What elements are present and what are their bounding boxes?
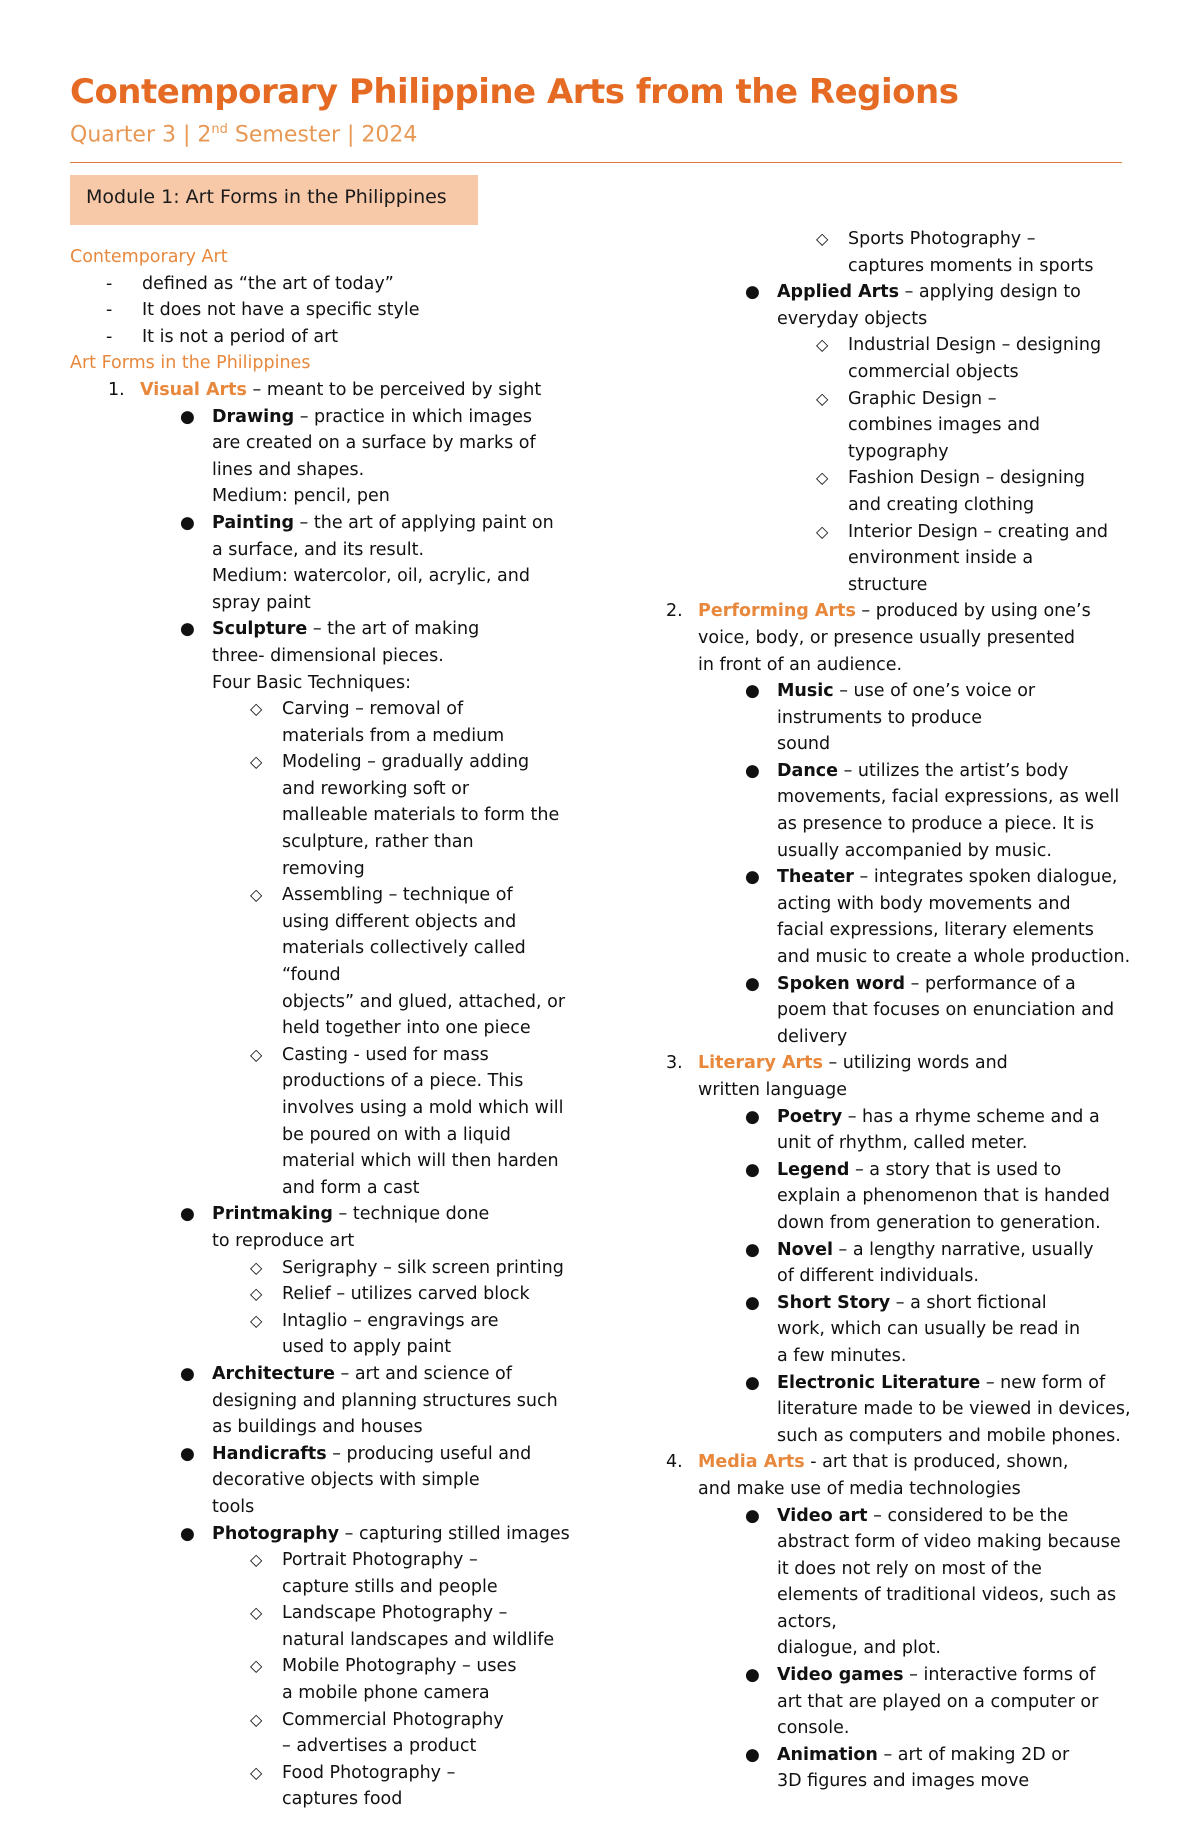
continuation-line: 3D figures and images move [777,1771,1030,1792]
continuation-line: instruments to produce [777,707,983,728]
art-category-term: Media Arts [698,1452,805,1473]
sub-item [250,1653,590,1680]
bullet-icon: ● [745,973,760,994]
art-category-term: Performing Arts [698,601,856,622]
bullet-item [745,1157,1148,1184]
continuation-line: malleable materials to form the [282,805,560,826]
continuation-line: everyday objects [777,308,928,329]
continuation-line: materials collectively called [282,938,526,959]
art-form-term: Video art [777,1505,868,1526]
diamond-icon: ◇ [250,1310,263,1330]
continuation-line: removing [282,858,365,879]
diamond-icon: ◇ [816,521,829,541]
item-description: – technique done [332,1204,490,1225]
continuation-line: objects” and glued, attached, or [282,991,566,1012]
art-form-term: Photography [212,1523,340,1544]
sub-item [250,1600,590,1627]
sub-item [816,465,1148,492]
sub-item [250,882,590,909]
bullet-item [745,758,1148,785]
diamond-icon: ◇ [250,1762,263,1782]
sub-item [816,226,1148,253]
art-form-term: Electronic Literature [777,1372,981,1393]
diamond-icon: ◇ [250,1656,263,1676]
continuation-line: be poured on with a liquid [282,1124,511,1145]
art-form-term: Short Story [777,1292,891,1313]
numbered-item [108,377,590,404]
sub-item-text: Landscape Photography – [282,1603,508,1624]
continuation-line: combines images and [848,415,1040,436]
sub-item-text: Mobile Photography – uses [282,1656,517,1677]
item-description: – use of one’s voice or [833,681,1036,702]
continuation-line: acting with body movements and [777,893,1071,914]
dash-text: defined as “the art of today” [142,273,394,294]
continuation-line: decorative objects with simple [212,1470,480,1491]
sub-item-text: Portrait Photography – [282,1550,478,1571]
diamond-icon: ◇ [250,885,263,905]
sub-item [816,386,1148,413]
bullet-item [180,616,590,643]
item-number: 1. [108,379,125,400]
item-description: – interactive forms of [903,1665,1096,1686]
numbered-item [666,1050,1148,1077]
continuation-line: productions of a piece. This [282,1071,524,1092]
sub-item [250,749,590,776]
dash-text: It is not a period of art [142,326,339,347]
art-form-term: Sculpture [212,619,308,640]
item-description: – considered to be the [867,1505,1069,1526]
art-form-term: Video games [777,1665,904,1686]
continuation-line: as presence to produce a piece. It is [777,814,1095,835]
continuation-line: to reproduce art [212,1230,355,1251]
sub-item [816,519,1148,546]
bullet-item [180,1201,590,1228]
bullet-icon: ● [745,760,760,781]
continuation-line: and creating clothing [848,494,1035,515]
continuation-line: delivery [777,1026,848,1047]
dash-text: It does not have a specific style [142,300,420,321]
sub-item [250,1308,590,1335]
bullet-item [745,1503,1148,1530]
bullet-icon: ● [745,1665,760,1686]
continuation-line: written language [698,1080,847,1100]
dash-marker: - [106,326,113,347]
continuation-line: it does not rely on most of the [777,1558,1042,1579]
continuation-line: and reworking soft or [282,778,470,799]
bullet-icon: ● [745,867,760,888]
bullet-icon: ● [745,1372,760,1393]
art-category-term: Literary Arts [698,1053,823,1074]
continuation-line: a mobile phone camera [282,1683,490,1704]
item-description: – produced by using one’s [855,601,1091,622]
bullet-item [745,1662,1148,1689]
diamond-icon: ◇ [250,1044,263,1064]
sub-item [250,696,590,723]
art-form-term: Animation [777,1744,878,1765]
item-description: – utilizing words and [822,1053,1008,1074]
item-description: – has a rhyme scheme and a [842,1106,1100,1127]
sub-item-text: Interior Design – creating and [848,521,1109,542]
bullet-item [180,1361,590,1388]
continuation-line: movements, facial expressions, as well [777,787,1120,808]
bullet-icon: ● [745,1744,760,1765]
art-form-term: Novel [777,1239,833,1260]
sub-item [250,1547,590,1574]
diamond-icon: ◇ [816,468,829,488]
continuation-line: a few minutes. [777,1345,907,1366]
continuation-line: held together into one piece [282,1018,531,1039]
bullet-item [745,678,1148,705]
art-form-term: Handicrafts [212,1443,327,1464]
item-description: – integrates spoken dialogue, [853,867,1118,888]
item-description: – applying design to [899,282,1081,303]
continuation-line: commercial objects [848,361,1019,382]
bullet-icon: ● [745,1159,760,1180]
continuation-line: poem that focuses on enunciation and [777,1000,1115,1021]
continuation-line: environment inside a [848,548,1034,569]
art-form-term: Architecture [212,1363,335,1384]
bullet-item [180,1441,590,1468]
page-subtitle: Quarter 3 | 2nd Semester | 2024 [70,122,418,148]
bullet-icon: ● [180,1204,195,1225]
bullet-item [745,1237,1148,1264]
diamond-icon: ◇ [250,1550,263,1570]
diamond-icon: ◇ [250,699,263,719]
section-heading: Contemporary Art [70,247,228,267]
continuation-line: capture stills and people [282,1576,498,1597]
dash-item [106,324,590,351]
continuation-line: used to apply paint [282,1337,452,1358]
continuation-line: are created on a surface by marks of [212,433,536,454]
bullet-icon: ● [180,1363,195,1384]
item-description: – meant to be perceived by sight [246,379,542,400]
bullet-item [745,864,1148,891]
art-form-term: Dance [777,760,839,781]
sub-item [250,1255,590,1282]
diamond-icon: ◇ [250,1603,263,1623]
continuation-line: and make use of media technologies [698,1478,1021,1499]
continuation-line: console. [777,1718,850,1739]
bullet-icon: ● [180,512,195,533]
continuation-line: tools [212,1496,255,1517]
continuation-line: typography [848,441,949,462]
bullet-item [745,1104,1148,1131]
sub-item-text: Relief – utilizes carved block [282,1284,530,1305]
item-description: – a story that is used to [849,1159,1062,1180]
sub-item [250,1707,590,1734]
continuation-line: abstract form of video making because [777,1532,1121,1553]
bullet-item [745,971,1148,998]
bullet-icon: ● [745,282,760,303]
continuation-line: usually accompanied by music. [777,840,1052,861]
continuation-line: facial expressions, literary elements [777,920,1094,941]
section-heading: Art Forms in the Philippines [70,353,311,374]
item-description: – utilizes the artist’s body [838,760,1069,781]
bullet-icon: ● [745,681,760,702]
continuation-line: “found [282,965,341,986]
sub-item-text: Commercial Photography [282,1709,504,1730]
continuation-line: Medium: pencil, pen [212,486,390,507]
continuation-line: explain a phenomenon that is handed [777,1186,1110,1207]
art-form-term: Painting [212,512,294,533]
bullet-icon: ● [745,1292,760,1313]
continuation-line: spray paint [212,592,311,613]
sub-item-text: Assembling – technique of [282,885,513,906]
item-description: – art and science of [334,1363,512,1384]
item-number: 3. [666,1053,683,1074]
dash-marker: - [106,300,113,321]
item-description: – performance of a [905,973,1076,994]
item-description: – art of making 2D or [877,1744,1070,1765]
continuation-line: Four Basic Techniques: [212,672,412,693]
continuation-line: a surface, and its result. [212,539,425,560]
continuation-line: captures moments in sports [848,255,1094,276]
art-category-term: Visual Arts [140,379,247,400]
bullet-icon: ● [745,1106,760,1127]
continuation-line: involves using a mold which will [282,1098,564,1118]
title-divider [70,162,1122,163]
continuation-line: – advertises a product [282,1736,477,1757]
continuation-line: Medium: watercolor, oil, acrylic, and [212,566,530,587]
sub-item-text: Intaglio – engravings are [282,1310,499,1331]
bullet-item [745,1370,1148,1397]
continuation-line: and form a cast [282,1177,420,1198]
bullet-icon: ● [180,406,195,427]
item-description: – the art of applying paint on [293,512,554,533]
item-description: – capturing stilled images [339,1523,570,1544]
continuation-line: natural landscapes and wildlife [282,1629,555,1650]
continuation-line: art that are played on a computer or [777,1691,1099,1712]
bullet-icon: ● [180,619,195,640]
sub-item-text: Food Photography – [282,1762,456,1783]
continuation-line: actors, [777,1611,837,1632]
diamond-icon: ◇ [250,1284,263,1304]
art-form-term: Music [777,681,834,702]
diamond-icon: ◇ [816,388,829,408]
continuation-line: such as computers and mobile phones. [777,1425,1121,1446]
continuation-line: and music to create a whole production. [777,947,1131,968]
bullet-item [180,1521,590,1548]
dash-item [106,271,590,298]
continuation-line: materials from a medium [282,725,505,746]
sub-item-text: Fashion Design – designing [848,468,1086,489]
item-description: - art that is produced, shown, [804,1452,1069,1473]
diamond-icon: ◇ [816,335,829,355]
sub-item [816,332,1148,359]
sub-item-text: Serigraphy – silk screen printing [282,1257,564,1278]
bullet-icon: ● [745,1505,760,1526]
continuation-line: structure [848,574,928,595]
continuation-line: dialogue, and plot. [777,1638,941,1659]
continuation-line: material which will then harden [282,1151,559,1172]
item-number: 2. [666,601,683,622]
diamond-icon: ◇ [250,1257,263,1277]
item-description: – a short fictional [890,1292,1047,1313]
sub-item [250,1281,590,1308]
sub-item [250,1760,590,1787]
continuation-line: voice, body, or presence usually presented [698,627,1075,648]
item-number: 4. [666,1452,683,1473]
bullet-icon: ● [745,1239,760,1260]
continuation-line: work, which can usually be read in [777,1319,1081,1340]
art-form-term: Theater [777,867,854,888]
continuation-line: designing and planning structures such [212,1390,558,1411]
bullet-item [745,1742,1148,1769]
art-form-term: Legend [777,1159,850,1180]
dash-marker: - [106,273,113,294]
continuation-line: lines and shapes. [212,459,365,480]
sub-item-text: Casting - used for mass [282,1044,489,1065]
continuation-line: sound [777,734,831,755]
sub-item-text: Graphic Design – [848,388,997,409]
numbered-item [666,1449,1148,1476]
sub-item-text: Industrial Design – designing [848,335,1102,356]
bullet-item [180,510,590,537]
sub-item-text: Sports Photography – [848,229,1036,249]
diamond-icon: ◇ [816,229,829,248]
continuation-line: as buildings and houses [212,1417,423,1438]
art-form-term: Poetry [777,1106,843,1127]
bullet-icon: ● [180,1443,195,1464]
continuation-line: literature made to be viewed in devices, [777,1399,1131,1420]
numbered-item [666,598,1148,625]
continuation-line: three- dimensional pieces. [212,645,444,666]
art-form-term: Printmaking [212,1204,333,1225]
dash-item [106,297,590,324]
diamond-icon: ◇ [250,1709,263,1729]
sub-item-text: Modeling – gradually adding [282,752,530,773]
art-form-term: Applied Arts [777,282,900,303]
right-column [666,226,1148,1795]
bullet-item [745,279,1148,306]
continuation-line: in front of an audience. [698,654,903,675]
continuation-line: sculpture, rather than [282,832,474,853]
item-description: – practice in which images [294,406,533,427]
page-title: Contemporary Philippine Arts from the Regions [70,72,959,112]
continuation-line: unit of rhythm, called meter. [777,1133,1028,1154]
sub-item-text: Carving – removal of [282,699,464,720]
bullet-item [745,1290,1148,1317]
left-column [70,244,590,1813]
diamond-icon: ◇ [250,752,263,772]
continuation-line: down from generation to generation. [777,1212,1101,1233]
continuation-line: using different objects and [282,911,517,932]
continuation-line: elements of traditional videos, such as [777,1585,1117,1606]
bullet-item [180,404,590,431]
item-description: – producing useful and [326,1443,532,1464]
item-description: – a lengthy narrative, usually [832,1239,1094,1260]
continuation-line: captures food [282,1789,403,1810]
bullet-icon: ● [180,1523,195,1544]
art-form-term: Drawing [212,406,295,427]
sub-item [250,1042,590,1069]
item-description: – the art of making [307,619,480,640]
module-heading: Module 1: Art Forms in the Philippines [70,175,478,225]
art-form-term: Spoken word [777,973,906,994]
item-description: – new form of [980,1372,1106,1393]
continuation-line: of different individuals. [777,1266,979,1287]
